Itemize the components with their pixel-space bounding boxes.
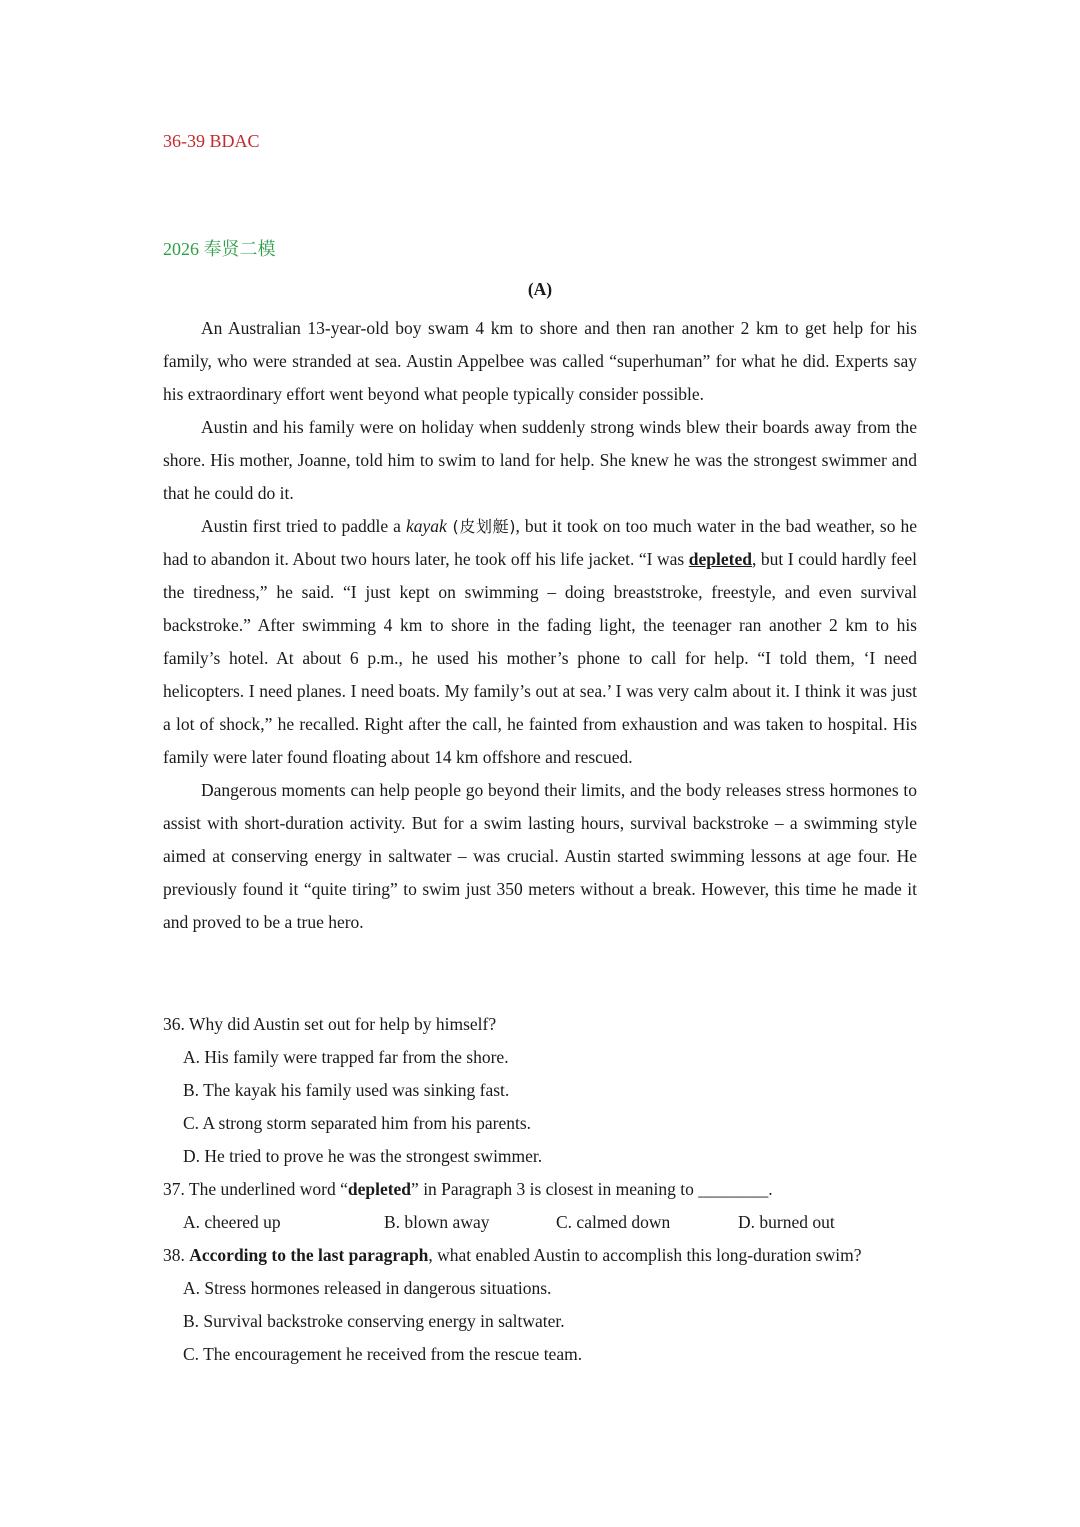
question-36-stem: 36. Why did Austin set out for help by himself?: [163, 1014, 497, 1034]
kayak-word: kayak: [405, 516, 447, 536]
question-37-option-b: B. blown away: [384, 1212, 490, 1232]
question-36-option-d: D. He tried to prove he was the strongest swimmer.: [183, 1146, 543, 1166]
questions-section: [163, 1008, 917, 1371]
paragraph-3-text-c: , but I could hardly feel the tiredness,” he said. “I just kept on swimming – doing breaststroke, freestyle, and even survival backstroke.” After swimming 4 km to shore in the fading light, the teenager ran another 2 km to his family’s hotel. At about 6 p.m., he used his mother’s phone to call for help. “I told them, ‘I need helicopters. I need planes. I need boats. My family’s out at sea.’ I was very calm about it. I think it was just a lot of shock,” he recalled. Right after the call, he fainted from exhaustion and was taken to hospital. His family were later found floating about 14 km offshore and rescued.: [163, 549, 917, 767]
question-37-option-c: C. calmed down: [556, 1212, 671, 1232]
question-37-options: [163, 1206, 917, 1239]
question-38-bold-phrase: According to the last paragraph: [189, 1245, 429, 1265]
exam-source: 2026 奉贤二模: [163, 239, 276, 259]
question-38-option-b: B. Survival backstroke conserving energy in saltwater.: [183, 1311, 565, 1331]
question-36-option-a: A. His family were trapped far from the shore.: [183, 1047, 509, 1067]
question-37-stem-b: ” in Paragraph 3 is closest in meaning to ________.: [411, 1179, 773, 1199]
question-36-option-b: B. The kayak his family used was sinking fast.: [183, 1080, 510, 1100]
question-36-option-c: C. A strong storm separated him from his parents.: [183, 1113, 532, 1133]
answer-key: 36-39 BDAC: [163, 131, 260, 151]
paragraph-3-text-b: , but it took on too much water in the bad weather, so he had to abandon it. About two hours later, he took off his life jacket. “I was: [163, 516, 917, 569]
section-label: (A): [527, 279, 553, 299]
reading-passage: [163, 312, 917, 939]
question-37-keyword: depleted: [347, 1179, 412, 1199]
question-37-option-a: A. cheered up: [183, 1212, 281, 1232]
paragraph-3-text-a: Austin first tried to paddle a: [201, 516, 406, 536]
question-37-stem-a: 37. The underlined word “: [163, 1179, 348, 1199]
paragraph-4: Dangerous moments can help people go beyond their limits, and the body releases stress hormones to assist with short-duration activity. But for a swim lasting hours, survival backstroke – a swimming style aimed at conserving energy in saltwater – was crucial. Austin started swimming lessons at age four. He previously found it “quite tiring” to swim just 350 meters without a break. However, this time he made it and proved to be a true hero.: [163, 780, 917, 932]
kayak-chinese-gloss: (皮划艇): [446, 517, 516, 536]
paragraph-2: Austin and his family were on holiday when suddenly strong winds blew their boards away from the shore. His mother, Joanne, told him to swim to land for help. She knew he was the strongest swimmer and that he could do it.: [163, 417, 917, 503]
paragraph-3: [163, 510, 917, 774]
question-38-option-a: A. Stress hormones released in dangerous situations.: [183, 1278, 552, 1298]
question-37-stem: [163, 1173, 917, 1206]
question-38-stem: [163, 1239, 917, 1272]
question-38-number: 38.: [163, 1245, 190, 1265]
question-38-option-c: C. The encouragement he received from the rescue team.: [183, 1344, 583, 1364]
paragraph-1: An Australian 13-year-old boy swam 4 km to shore and then ran another 2 km to get help for his family, who were stranded at sea. Austin Appelbee was called “superhuman” for what he did. Experts say his extraordinary effort went beyond what people typically consider possible.: [163, 318, 917, 404]
underlined-word-depleted: depleted: [688, 549, 752, 569]
question-37-option-d: D. burned out: [738, 1212, 835, 1232]
question-38-stem-rest: , what enabled Austin to accomplish this long-duration swim?: [428, 1245, 862, 1265]
